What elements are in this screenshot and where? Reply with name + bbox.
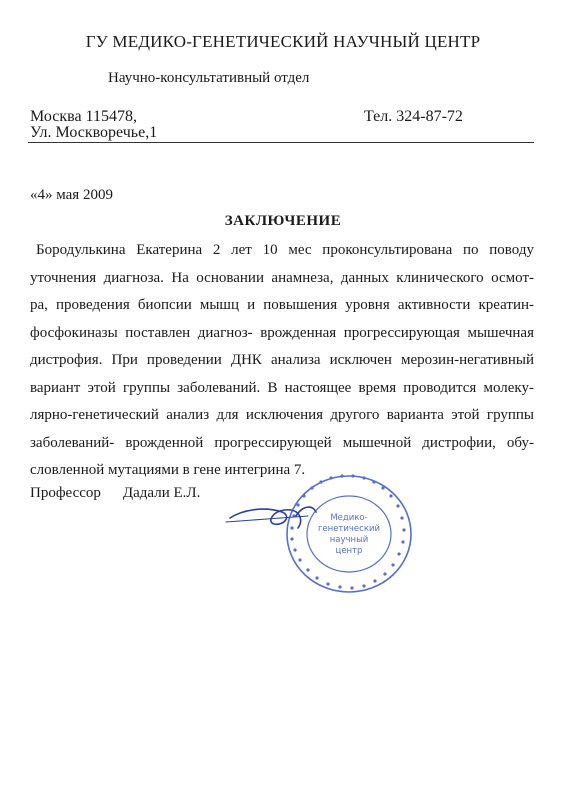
organization-name: ГУ МЕДИКО-ГЕНЕТИЧЕСКИЙ НАУЧНЫЙ ЦЕНТР (85, 32, 481, 51)
stamp-text: генетический (317, 524, 381, 534)
signature-block (30, 485, 200, 502)
stamp-text: Медико- (330, 513, 368, 523)
body-line: фосфокиназы поставлен диагноз- врожденная прогрессирующая мышечная (30, 324, 534, 341)
body-line: заболеваний- врожденной прогрессирующей мышечной дистрофии, обу- (30, 434, 534, 451)
body-line: дистрофия. При проведении ДНК анализа исключен мерозин-негативный (30, 352, 534, 368)
body-line: лярно-генетический анализ для исключения другого варианта этой группы (30, 407, 534, 423)
signatory-name: Дадали Е.Л. (122, 485, 201, 501)
document-body (30, 237, 534, 485)
document-title: ЗАКЛЮЧЕНИЕ (224, 213, 342, 229)
body-line: вариант этой группы заболеваний. В настоящее время проводится молеку- (30, 379, 534, 396)
address-line-2: Ул. Москворечье,1 (30, 124, 158, 141)
document-date: «4» мая 2009 (30, 187, 113, 203)
phone-number: Тел. 324-87-72 (364, 108, 463, 125)
stamp-text: научный (329, 535, 369, 545)
stamp-seal (287, 474, 411, 592)
address-line-1: Москва 115478, (30, 108, 137, 125)
body-line: ра, проведения биопсии мышц и повышения уровня активности креатин- (30, 297, 534, 313)
body-line: Бородулькина Екатерина 2 лет 10 мес проконсультирована по поводу (36, 242, 534, 258)
body-line: словленной мутациями в гене интегрина 7. (30, 462, 306, 478)
official-stamp (212, 466, 422, 596)
header-divider (28, 142, 534, 143)
handwritten-signature (230, 507, 316, 528)
department-name: Научно-консультативный отдел (108, 70, 310, 86)
stamp-text: центр (335, 546, 363, 556)
body-line: уточнения диагноза. На основании анамнеза, данных клинического осмот- (30, 269, 534, 286)
signatory-title: Профессор (30, 485, 101, 501)
